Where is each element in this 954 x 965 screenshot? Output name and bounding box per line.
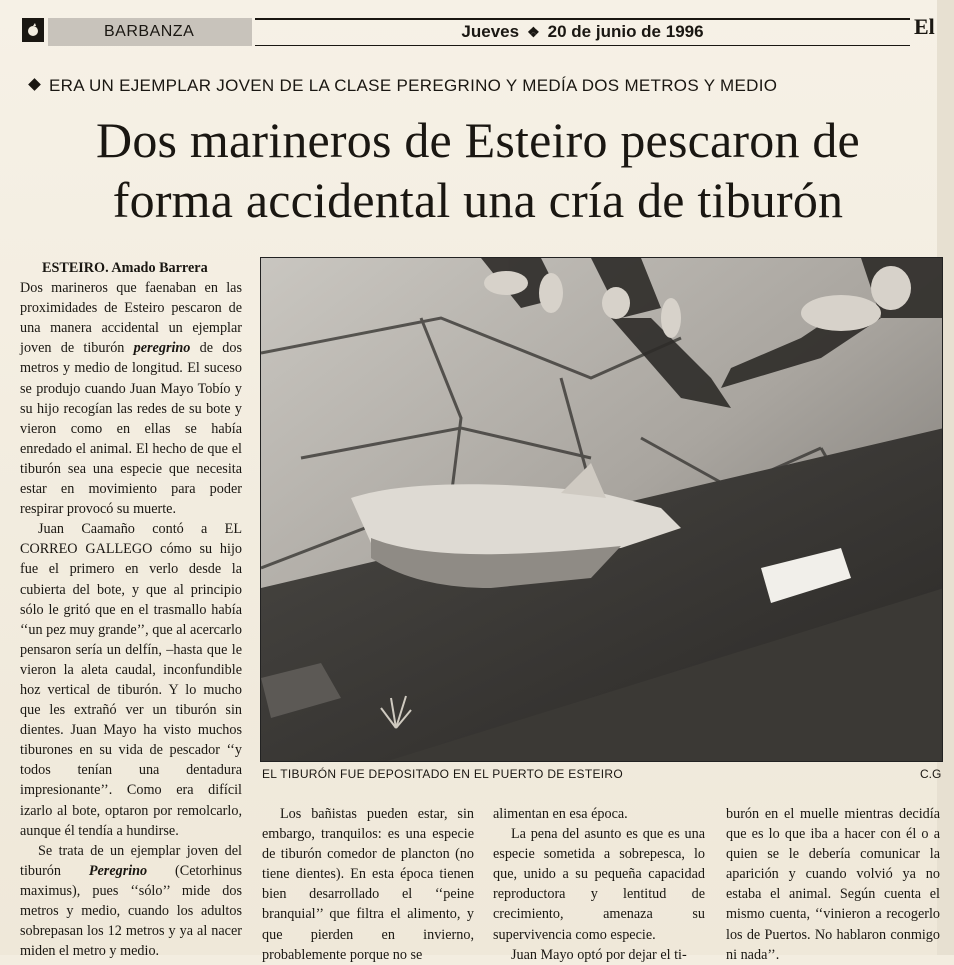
headline	[20, 110, 936, 230]
paragraph-6: Juan Mayo optó por dejar el ti-	[511, 946, 687, 963]
paragraph-4-continued: alimentan en esa época.	[493, 806, 628, 822]
article-column-3	[493, 804, 705, 965]
date-separator-icon: ❖	[527, 23, 540, 40]
issue-date-value: 20 de junio de 1996	[547, 22, 704, 41]
kicker-text: ERA UN EJEMPLAR JOVEN DE LA CLASE PEREGRINO Y MEDÍA DOS METROS Y MEDIO	[49, 76, 778, 95]
headline-line-1: Dos marineros de Esteiro pescaron de	[96, 112, 860, 168]
newspaper-logo-icon	[22, 18, 44, 42]
article-column-4	[726, 804, 940, 965]
section-label: BARBANZA	[48, 18, 252, 46]
photo-caption: EL TIBURÓN FUE DEPOSITADO EN EL PUERTO DE ESTEIRO	[262, 767, 623, 781]
headline-line-2: forma accidental una cría de tiburón	[112, 172, 844, 228]
paragraph-6-continued: burón en el muelle mientras decidía que es lo que iba a hacer con él o a quien se le debería comunicar la aparición y cuando volvió ya no estaba el animal. Según cuenta el mismo cuenta, ‘‘vinieron a recogerlo los de Puertos. No hablaron conmigo ni nada’’.	[726, 806, 940, 963]
article-photo	[260, 257, 943, 762]
kicker	[30, 76, 777, 96]
paragraph-3: Se trata de un ejemplar joven del tiburón Peregrino (Cetorhinus maximus), pues ‘‘sólo’’ mide dos metros y medio, cuando los adultos sobrepasan los 12 metros y ya al nacer miden el metro y medio.	[20, 842, 242, 960]
byline: ESTEIRO. Amado Barrera	[42, 260, 208, 276]
issue-date	[255, 18, 910, 46]
photo-credit: C.G	[920, 767, 942, 781]
diamond-bullet-icon	[28, 78, 41, 91]
paragraph-5: La pena del asunto es que es una especie sometida a sobrepesca, lo que, unido a su pequeña capacidad reproductora y lentitud de crecimiento, amenaza su supervivencia como especie.	[493, 826, 705, 943]
paragraph-2: Juan Caamaño contó a EL CORREO GALLEGO cómo su hijo fue el primero en verlo desde la cubierta del bote, y que al principio sólo le gritó que en el trasmallo había ‘‘un pez muy grande’’, que al acercarlo pensaron sería un delfín, –hasta que le vieron la aleta caudal, inconfundible hoz vertical de tiburón. Y lo mucho que les extrañó ver un tiburón sin dientes. Juan Mayo ha visto muchos tiburones en su vida de pescador ‘‘y todos tenían una dentadura impresionante’’. Como era difícil izarlo al bote, optaron por remolcarlo, aunque él tendía a hundirse.	[20, 521, 243, 839]
article-column-2	[262, 804, 474, 965]
paragraph-4: Los bañistas pueden estar, sin embargo, tranquilos: es una especie de tiburón comedor de plancton (no tiene dientes). En esta época tienen bien desarrollado el ‘‘peine branquial’’ que filtra el alimento, y que pierden en invierno, probablemente porque no se	[262, 806, 474, 963]
paragraph-1: Dos marineros que faenaban en las proximidades de Esteiro pescaron de una manera accidental un ejemplar joven de tiburón peregrino de dos metros y medio de longitud. El suceso se produjo cuando Juan Mayo Tobío y su hijo recogían las redes de su bote y vieron como en ellas se había enredado el animal. El hecho de que el tiburón sea una especie que necesita estar en movimiento para poder respirar provocó su muerte.	[20, 280, 242, 518]
masthead-fragment: El	[914, 14, 935, 39]
shark-on-dock-photo	[261, 258, 943, 762]
issue-day: Jueves	[461, 22, 520, 41]
article-column-1	[20, 258, 242, 961]
